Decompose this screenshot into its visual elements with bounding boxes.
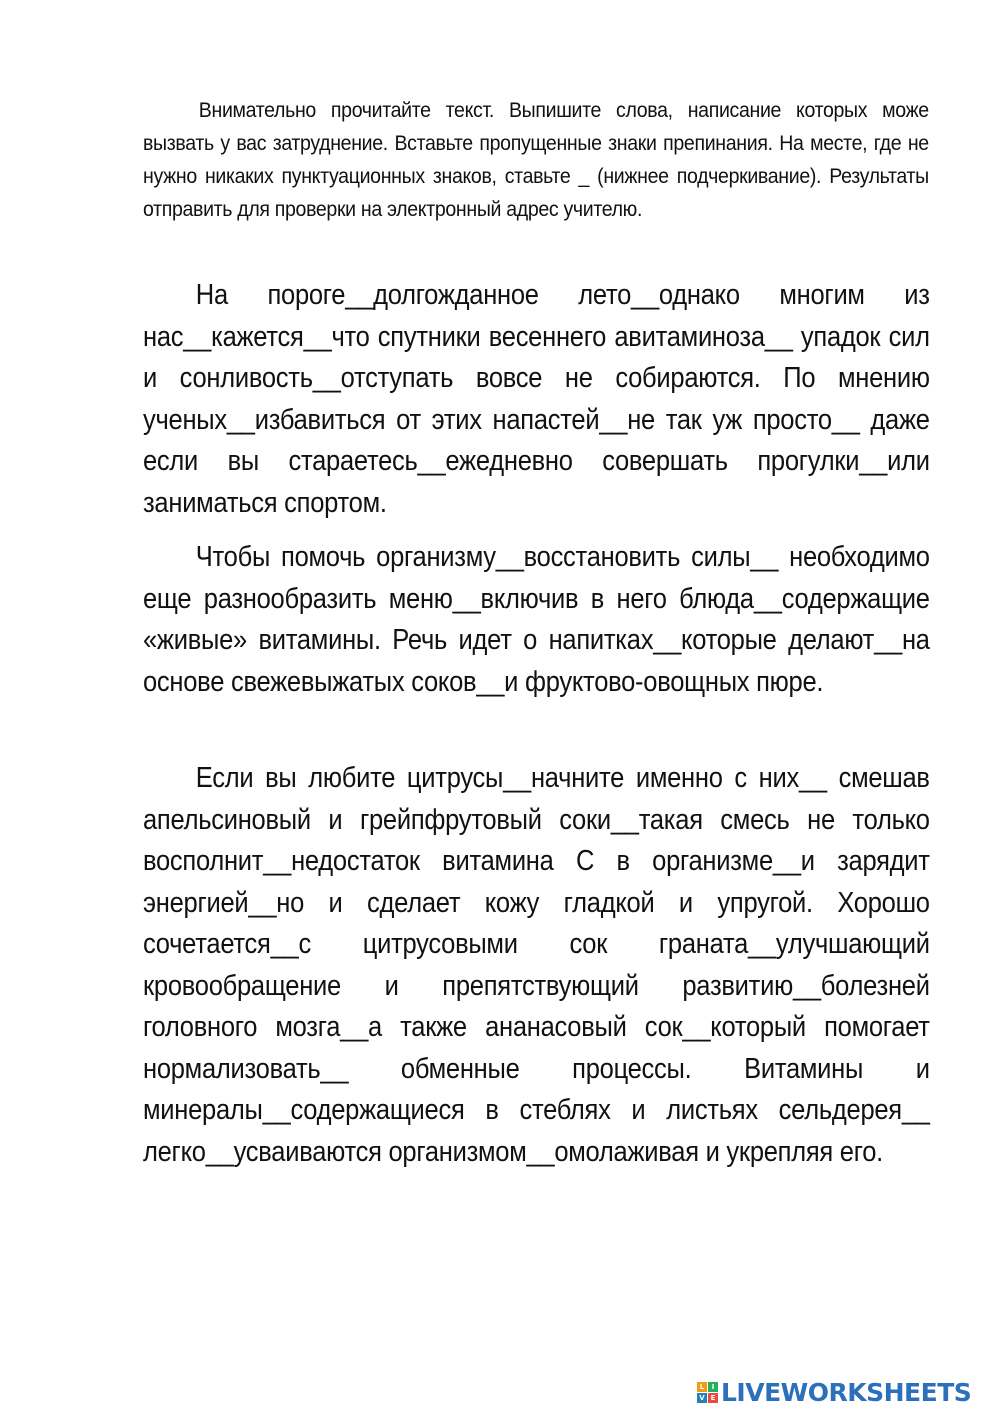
instructions-text: Внимательно прочитайте текст. Выпишите слова, написание которых може вызвать у вас затруднение. Вставьте пропущенные знаки препинания. На месте, где не нужно никаких пунктуационных знаков, ставьте _ (нижнее подчеркивание). Результаты отправить для проверки на электронный адрес учителю.: [143, 99, 929, 221]
logo-mark-square: E: [708, 1393, 718, 1403]
text-paragraph-1: На пороге__долгожданное лето__однако многим из нас__кажется__что спутники весеннего авитаминоза__ упадок сил и сонливость__отступать вовсе не собираются. По мнению ученых__избавиться от этих напастей__не так уж просто__ даже если вы стараетесь__ежедневно совершать прогулки__или заниматься спортом.: [143, 279, 930, 519]
logo-mark-icon: [697, 1382, 718, 1403]
text-paragraph-3: Если вы любите цитрусы__начните именно с них__ смешав апельсиновый и грейпфрутовый соки__такая смесь не только восполнит__недостаток витамина С в организме__и зарядит энергией__но и сделает кожу гладкой и упругой. Хорошо сочетается__с цитрусовыми сок граната__улучшающий кровообращение и препятствующий развитию__болезней головного мозга__а также ананасовый сок__который помогает нормализовать__ обменные процессы. Витамины и минералы__содержащиеся в стеблях и листьях сельдерея__ легко__усваиваются организмом__омолаживая и укрепляя его.: [143, 762, 930, 1168]
logo-mark-square: L: [697, 1382, 707, 1392]
logo-mark-square: V: [697, 1393, 707, 1403]
liveworksheets-logo: [697, 1377, 971, 1407]
logo-text: LIVEWORKSHEETS: [721, 1377, 972, 1407]
logo-mark-square: I: [708, 1382, 718, 1392]
text-paragraph-2: Чтобы помочь организму__восстановить силы__ необходимо еще разнообразить меню__включив в него блюда__содержащие «живые» витамины. Речь идет о напитках__которые делают__на основе свежевыжатых соков__и фруктово-овощных пюре.: [143, 541, 930, 698]
